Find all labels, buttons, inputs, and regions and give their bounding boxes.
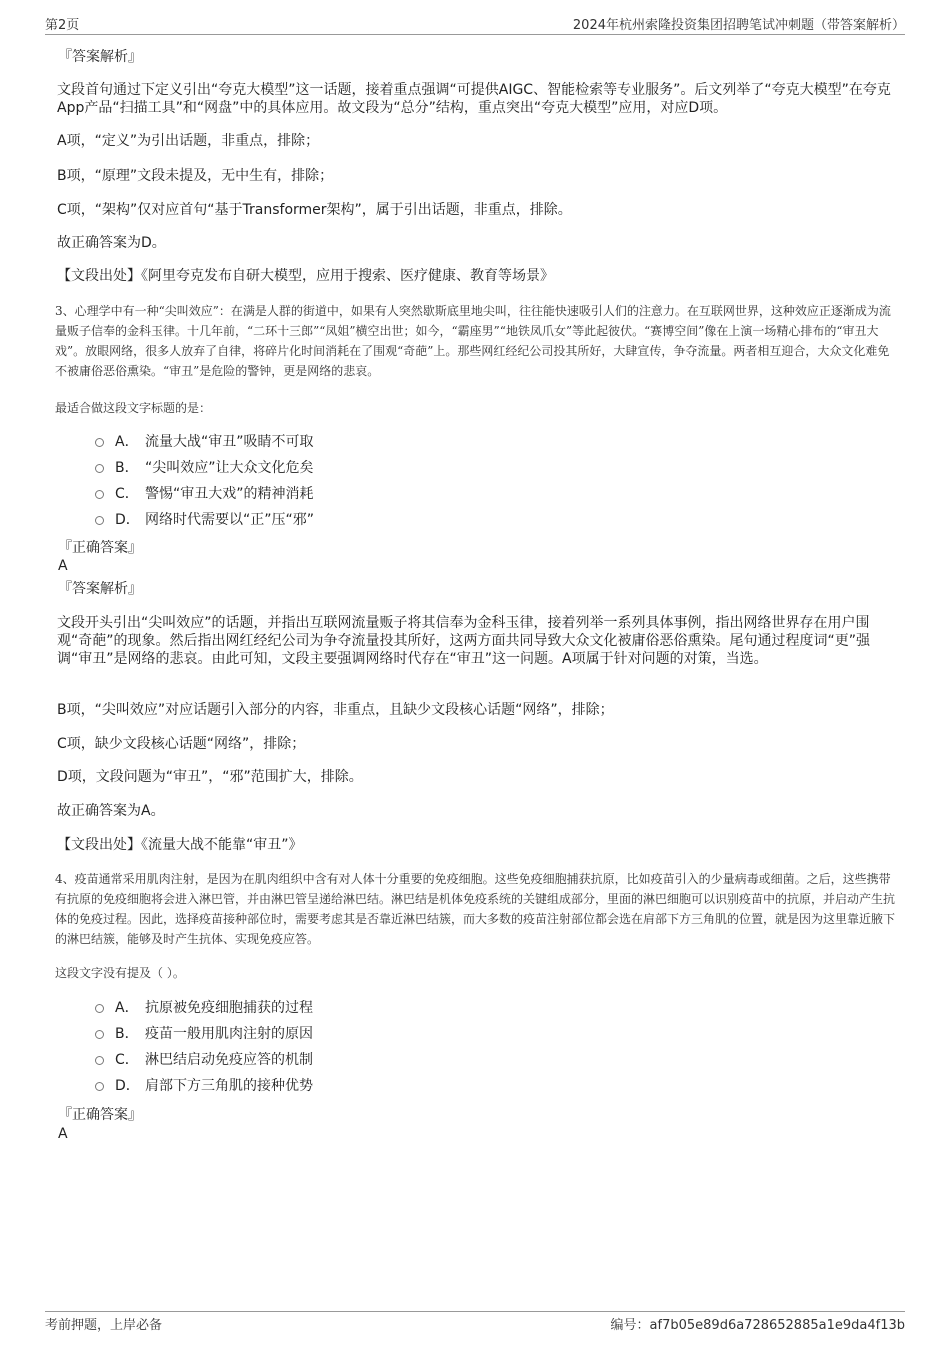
footer-slogan: 考前押题，上岸必备 — [45, 1318, 163, 1333]
option-letter: A． — [115, 1000, 139, 1016]
radio-button[interactable] — [95, 1030, 104, 1039]
option-text: 警惕“审丑大戏”的精神消耗 — [145, 486, 314, 502]
radio-button[interactable] — [95, 516, 104, 525]
analysis-option-c: C项，缺少文段核心话题“网络”，排除； — [57, 736, 306, 752]
answer-value: A — [58, 1126, 68, 1142]
footer-rule — [45, 1311, 905, 1312]
radio-button[interactable] — [95, 464, 104, 473]
question-4-stem: 这段文字没有提及（ ）。 — [55, 966, 185, 980]
radio-button[interactable] — [95, 1004, 104, 1013]
analysis-option-a: A项，“定义”为引出话题，非重点，排除； — [57, 133, 320, 149]
option-text: 抗原被免疫细胞捕获的过程 — [145, 1000, 313, 1016]
document-title: 2024年杭州索隆投资集团招聘笔试冲刺题（带答案解析） — [572, 18, 905, 33]
question-4-text: 4、疫苗通常采用肌肉注射，是因为在肌肉组织中含有对人体十分重要的免疫细胞。这些免疫细胞捕获抗原，比如疫苗引入的少量病毒或细菌。之后，这些携带有抗原的免疫细胞将会进入淋巴管，并由淋巴管呈递给淋巴结。淋巴结是机体免疫系统的关键组成部分，里面的淋巴细胞可以识别疫苗中的抗原，并启动产生抗体的免疫过程。因此，选择疫苗接种部位时，需要考虑其是否靠近淋巴结簇，而大多数的疫苗注射部位都会选在肩部下方三角肌的位置，就是因为这里靠近腋下的淋巴结簇，能够及时产生抗体、实现免疫应答。 — [55, 872, 896, 946]
analysis-label: 『答案解析』 — [58, 581, 142, 597]
option-text: 淋巴结启动免疫应答的机制 — [145, 1052, 313, 1068]
option-letter: D． — [115, 1078, 140, 1094]
analysis-label: 『答案解析』 — [58, 49, 142, 65]
option-letter: B． — [115, 1026, 139, 1042]
radio-button[interactable] — [95, 438, 104, 447]
option-text: 流量大战“审丑”吸睛不可取 — [145, 434, 314, 450]
radio-button[interactable] — [95, 1056, 104, 1065]
option-letter: D． — [115, 512, 140, 528]
answer-label: 『正确答案』 — [58, 540, 142, 556]
header-rule — [45, 34, 905, 35]
passage-source: 【文段出处】《流量大战不能靠“审丑”》 — [57, 837, 303, 853]
analysis-text: 文段首句通过下定义引出“夸克大模型”这一话题，接着重点强调“可提供AIGC、智能检索等专业服务”。后文列举了“夸克大模型”在夸克App产品“扫描工具”和“网盘”中的具体应用。故文段为“总分”结构，重点突出“夸克大模型”应用，对应D项。 — [57, 82, 891, 116]
analysis-option-c: C项，“架构”仅对应首句“基于Transformer架构”，属于引出话题，非重点，排除。 — [57, 202, 572, 218]
analysis-text: 文段开头引出“尖叫效应”的话题，并指出互联网流量贩子将其信奉为金科玉律，接着列举一系列具体事例，指出网络世界存在用户围观“奇葩”的现象。然后指出网红经纪公司为争夺流量投其所好，这两方面共同导致大众文化被庸俗恶俗熏染。尾句通过程度词“更”强调“审丑”是网络的悲哀。由此可知，文段主要强调网络时代存在“审丑”这一问题。A项属于针对问题的对策，当选。 — [57, 615, 871, 667]
document-id: 编号：af7b05e89d6a728652885a1e9da4f13b — [610, 1318, 905, 1333]
option-letter: C． — [115, 486, 139, 502]
analysis-option-b: B项，“尖叫效应”对应话题引入部分的内容，非重点，且缺少文段核心话题“网络”，排除； — [57, 702, 614, 718]
option-text: 肩部下方三角肌的接种优势 — [145, 1078, 313, 1094]
analysis-conclusion: 故正确答案为A。 — [57, 803, 165, 819]
option-letter: A． — [115, 434, 139, 450]
radio-button[interactable] — [95, 1082, 104, 1091]
answer-label: 『正确答案』 — [58, 1107, 142, 1123]
option-text: “尖叫效应”让大众文化危矣 — [145, 460, 314, 476]
page-number: 第2页 — [45, 18, 80, 33]
radio-button[interactable] — [95, 490, 104, 499]
question-3-stem: 最适合做这段文字标题的是： — [55, 401, 212, 415]
option-text: 网络时代需要以“正”压“邪” — [145, 512, 315, 528]
option-letter: B． — [115, 460, 139, 476]
option-text: 疫苗一般用肌肉注射的原因 — [145, 1026, 313, 1042]
question-3-text: 3、心理学中有一种“尖叫效应”：在满是人群的街道中，如果有人突然歇斯底里地尖叫，往往能快速吸引人们的注意力。在互联网世界，这种效应正逐渐成为流量贩子信奉的金科玉律。十几年前，“二环十三郎”“凤姐”横空出世；如今，“霸座男”“地铁凤爪女”等此起彼伏。“赛博空间”像在上演一场精心排布的“审丑大戏”。放眼网络，很多人放弃了自律，将碎片化时间消耗在了围观“奇葩”上。那些网红经纪公司投其所好，大肆宣传，争夺流量。两者相互迎合，大众文化难免不被庸俗恶俗熏染。“审丑”是危险的警钟，更是网络的悲哀。 — [55, 304, 891, 378]
option-letter: C． — [115, 1052, 139, 1068]
analysis-option-d: D项，文段问题为“审丑”，“邪”范围扩大，排除。 — [57, 769, 363, 785]
passage-source: 【文段出处】《阿里夸克发布自研大模型，应用于搜索、医疗健康、教育等场景》 — [57, 268, 554, 284]
answer-value: A — [58, 558, 68, 574]
analysis-option-b: B项，“原理”文段未提及，无中生有，排除； — [57, 168, 334, 184]
analysis-conclusion: 故正确答案为D。 — [57, 235, 166, 251]
